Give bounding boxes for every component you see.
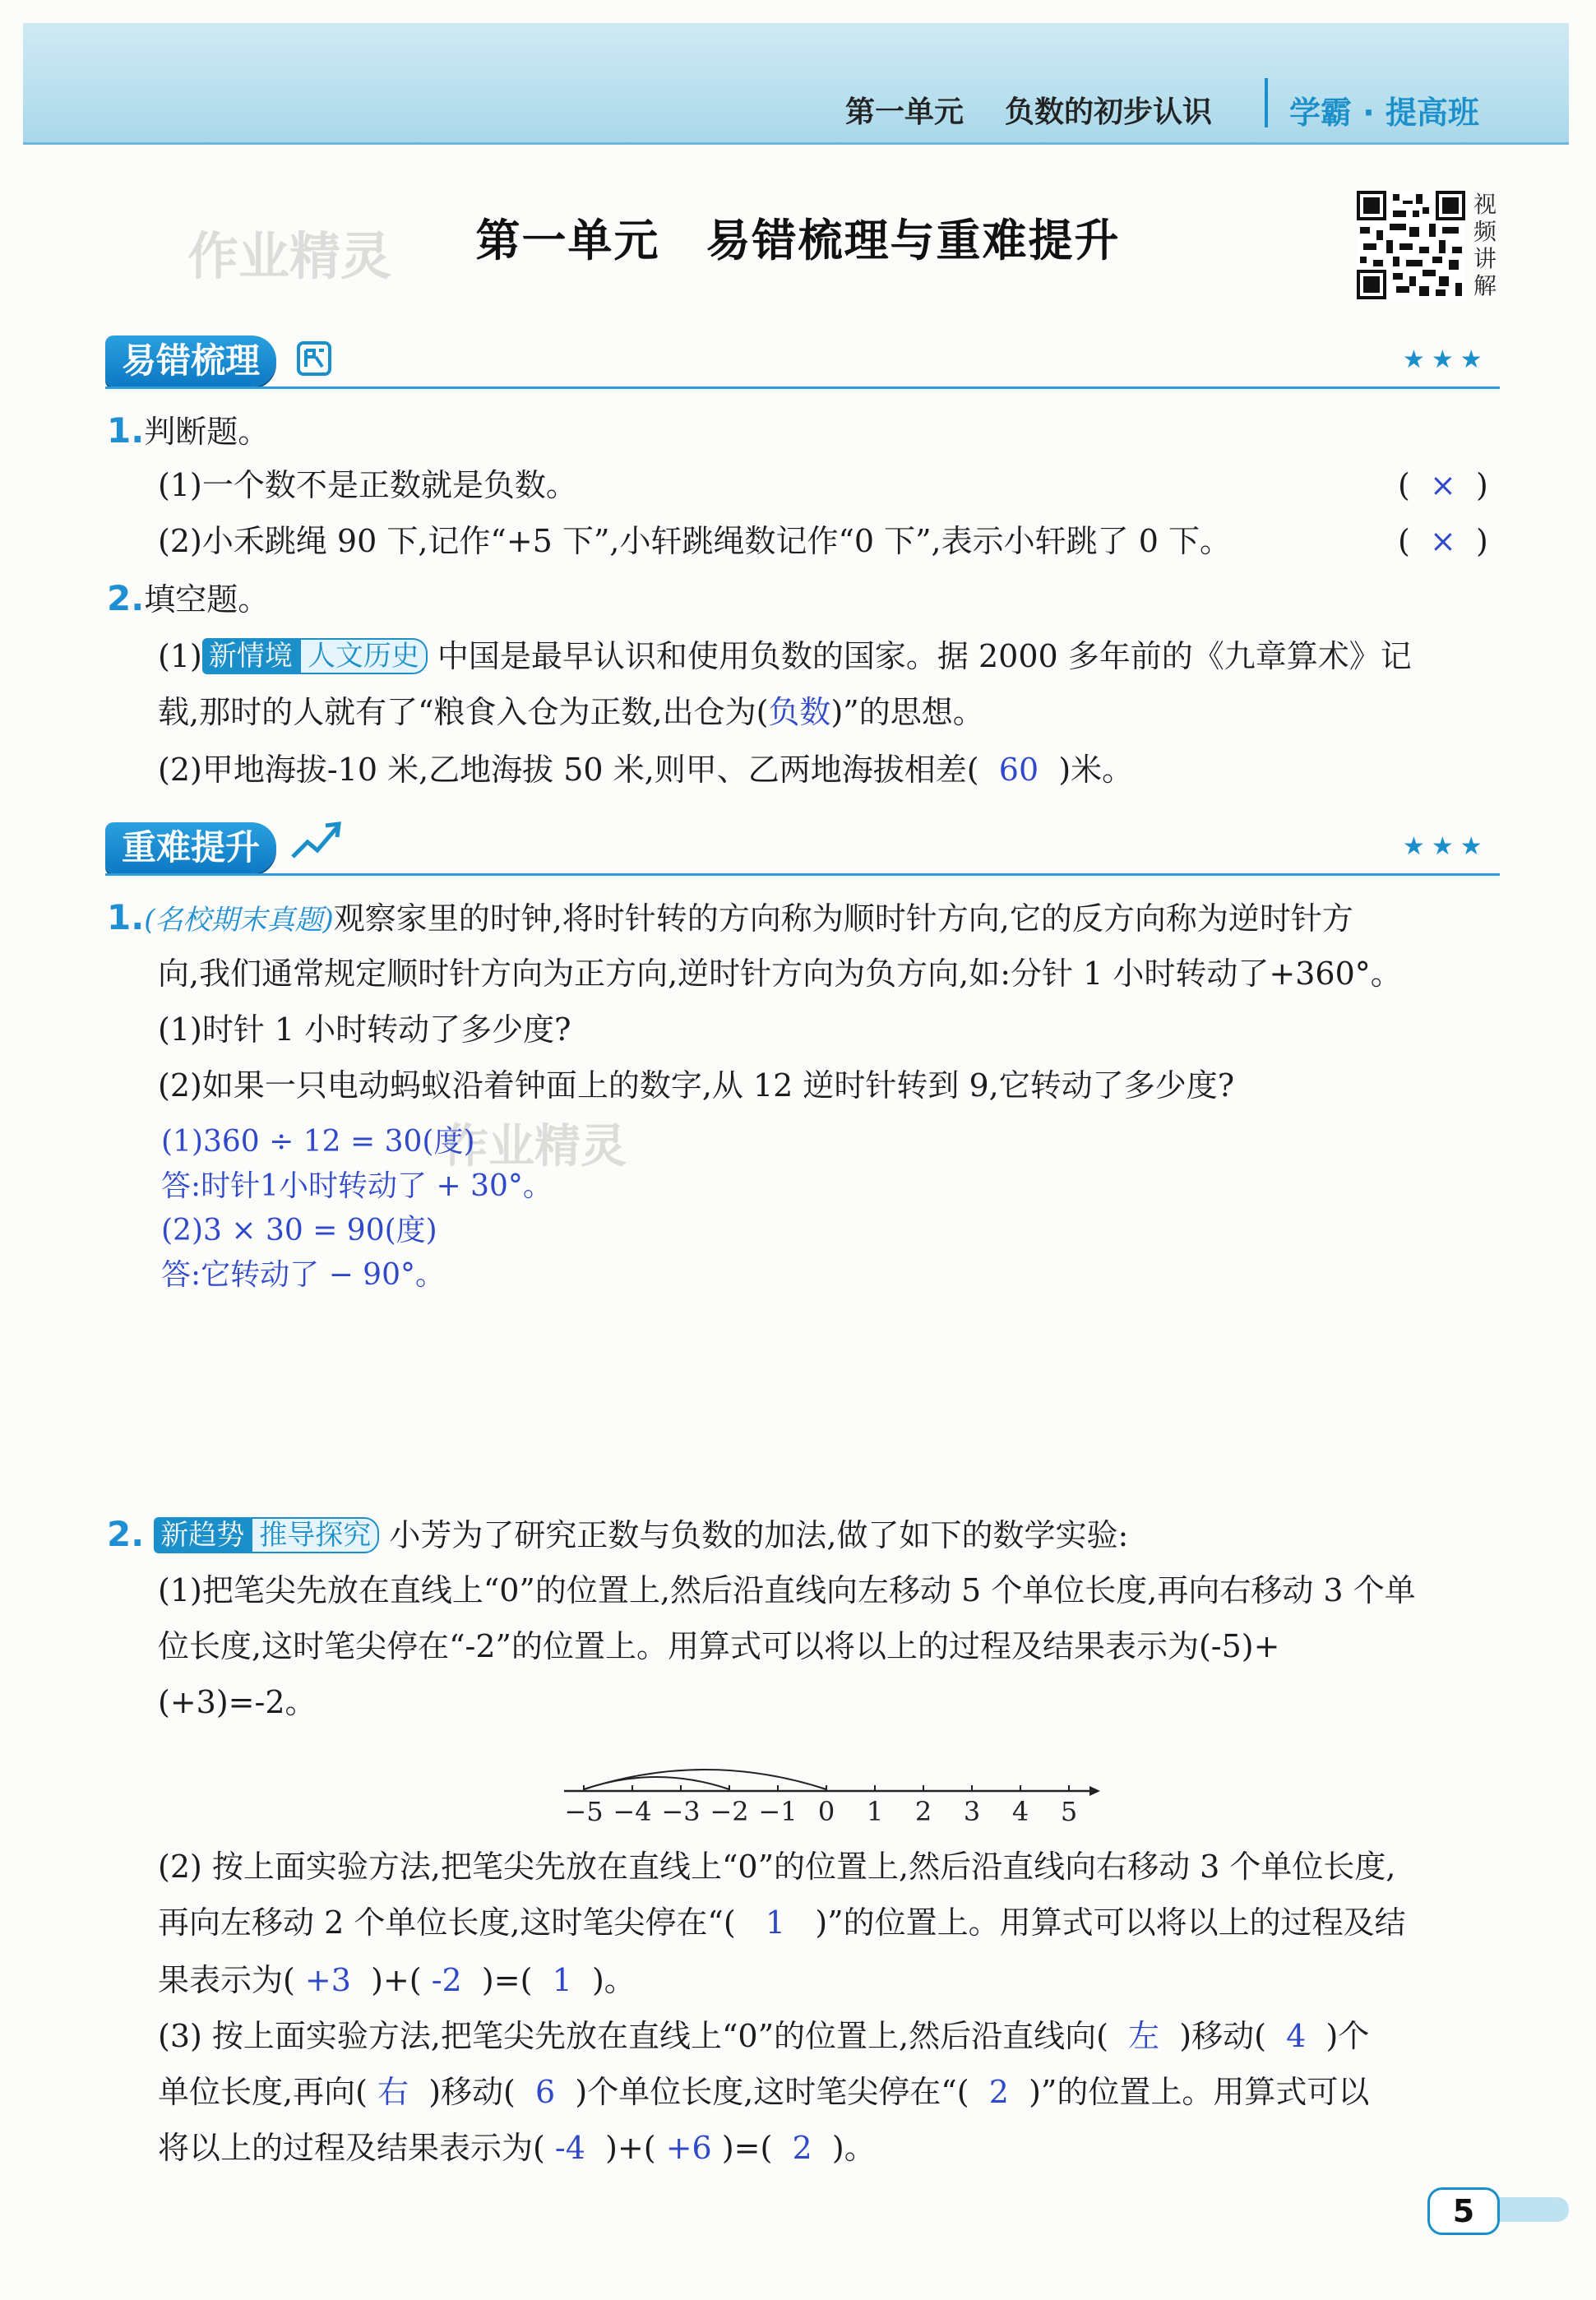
handwritten-answer-1: 答:时针1小时转动了 + 30°。 [161,1169,553,1203]
qr-code[interactable] [1357,191,1465,299]
number-line-label: −5 [564,1796,604,1826]
page-number: 5 [1427,2187,1500,2235]
number-line-label: 0 [817,1796,835,1826]
qr-label: 视频讲解 [1473,191,1497,299]
hard-question-2-part-3-line-3: 将以上的过程及结果表示为( -4 )+( +6 )=( 2 )。 [158,2130,876,2166]
hard-question-2-part-1-line-2: 位长度,这时笔尖停在“-2”的位置上。用算式可以将以上的过程及结果表示为(-5)+ [158,1628,1280,1664]
number-line-arrow [1089,1786,1100,1796]
question-2-part-1-cont: 载,那时的人就有了“粮食入仓为正数,出仓为(负数)”的思想。 [158,694,984,730]
move-right-arc [584,1777,729,1789]
answer-value: 6 [535,2074,556,2110]
hard-question-2-part-2-line-3: 果表示为( +3 )+( -2 )=( 1 )。 [158,1962,636,1998]
answer-value: 1 [552,1962,572,1998]
number-line-label: 3 [963,1796,981,1826]
answer-value: 右 [377,2074,409,2110]
hard-question-2-part-3-line-2: 单位长度,再向( 右 )移动( 6 )个单位长度,这时笔尖停在“( 2 )”的位置上。用算式可以 [158,2074,1370,2110]
question-1-stem: 1.判断题。 [107,410,270,451]
question-1-part-2: (2)小禾跳绳 90 下,记作“+5 下”,小轩跳绳数记作“0 下”,表示小轩跳了 0 下。 [158,523,1231,559]
hard-question-2-part-1-line-1: (1)把笔尖先放在直线上“0”的位置上,然后沿直线向左移动 5 个单位长度,再向右移动 3 个单 [158,1572,1416,1608]
answer-paren: ( × ) [1398,523,1488,559]
hard-question-2-stem: 2. 新趋势 推导探究 小芳为了研究正数与负数的加法,做了如下的数学实验: [107,1514,1129,1554]
header-topic: 负数的初步认识 [1005,95,1213,129]
question-2-part-2: (2)甲地海拔-10 米,乙地海拔 50 米,则甲、乙两地海拔相差( 60 )米。 [158,752,1134,788]
page-number-bar [1495,2197,1569,2222]
tag-new-context: 新情境 [202,638,299,674]
answer-value: 60 [998,752,1039,788]
answer-value: 2 [792,2130,812,2166]
answer-value: × [1429,523,1456,559]
answer-value: +3 [304,1962,351,1998]
section-title: 重难提升 [122,827,261,868]
review-icon [296,340,332,377]
answer-value: 左 [1128,2018,1160,2054]
difficulty-stars: ★★★ [1403,345,1489,374]
section-title: 易错梳理 [122,340,261,381]
hard-question-1-line-1: 1.(名校期末真题)观察家里的时钟,将时针转的方向称为顺时针方向,它的反方向称为逆时针方 [107,897,1353,937]
number-line-label: −1 [758,1796,798,1826]
hard-question-1-part-1: (1)时针 1 小时转动了多少度? [158,1011,571,1048]
number-line-label: 5 [1060,1796,1078,1826]
header-unit: 第一单元 [845,95,965,129]
trend-up-icon [289,819,344,862]
tag-exam-source: (名校期末真题) [144,904,334,937]
handwritten-solution-1: (1)360 ÷ 12 = 30(度) [161,1125,475,1159]
hard-question-2-part-1-line-3: (+3)=-2。 [158,1684,317,1720]
section-rule [105,873,1500,876]
hard-question-1-part-2: (2)如果一只电动蚂蚁沿着钟面上的数字,从 12 逆时针转到 9,它转动了多少度? [158,1067,1235,1104]
question-2-part-1: (1) 新情境 人文历史 中国是最早认识和使用负数的国家。据 2000 多年前的《九章算术》记 [158,638,1412,674]
tag-inquiry: 推导探究 [251,1517,379,1553]
hard-question-2-part-2-line-2: 再向左移动 2 个单位长度,这时笔尖停在“( 1 )”的位置上。用算式可以将以上的过程及结 [158,1904,1406,1941]
answer-value: -2 [431,1962,462,1998]
answer-value: +6 [665,2130,712,2166]
number-line-label: 4 [1011,1796,1029,1826]
watermark: 作业精灵 [442,1120,627,1173]
section-tab-error-review [105,336,276,386]
number-line-label: 2 [914,1796,932,1826]
number-line-label: −3 [661,1796,701,1826]
hard-question-1-line-2: 向,我们通常规定顺时针方向为正方向,逆时针方向为负方向,如:分针 1 小时转动了+360°。 [158,956,1402,992]
question-2-stem: 2.填空题。 [107,578,270,618]
tag-new-trend: 新趋势 [154,1517,251,1553]
number-line [559,1743,1102,1826]
answer-value: 4 [1286,2018,1307,2054]
answer-value: × [1429,467,1456,503]
answer-value: 2 [988,2074,1009,2110]
hard-question-2-part-2-line-1: (2) 按上面实验方法,把笔尖先放在直线上“0”的位置上,然后沿直线向右移动 3 个单位长度, [158,1849,1396,1885]
hard-question-2-part-3-line-1: (3) 按上面实验方法,把笔尖先放在直线上“0”的位置上,然后沿直线向( 左 )移动( 4 )个 [158,2018,1370,2054]
tag-humanities-history: 人文历史 [299,638,428,674]
answer-value: 负数 [768,694,831,730]
watermark: 作业精灵 [187,226,392,286]
handwritten-solution-2: (2)3 × 30 = 90(度) [161,1214,437,1247]
answer-value: 1 [765,1904,786,1941]
answer-paren: ( × ) [1398,467,1488,503]
difficulty-stars: ★★★ [1403,832,1489,861]
number-line-label: −4 [613,1796,652,1826]
section-tab-key-points [105,822,276,873]
brand-logo: 学霸 · 提高班 [1289,95,1479,131]
question-1-part-1: (1)一个数不是正数就是负数。 [158,467,577,503]
handwritten-answer-2: 答:它转动了 − 90°。 [161,1258,445,1292]
section-rule [105,386,1500,389]
number-line-label: −2 [710,1796,749,1826]
answer-value: -4 [554,2130,585,2166]
header-divider [1265,78,1268,127]
number-line-label: 1 [866,1796,884,1826]
page-title: 第一单元 易错梳理与重难提升 [475,215,1121,266]
